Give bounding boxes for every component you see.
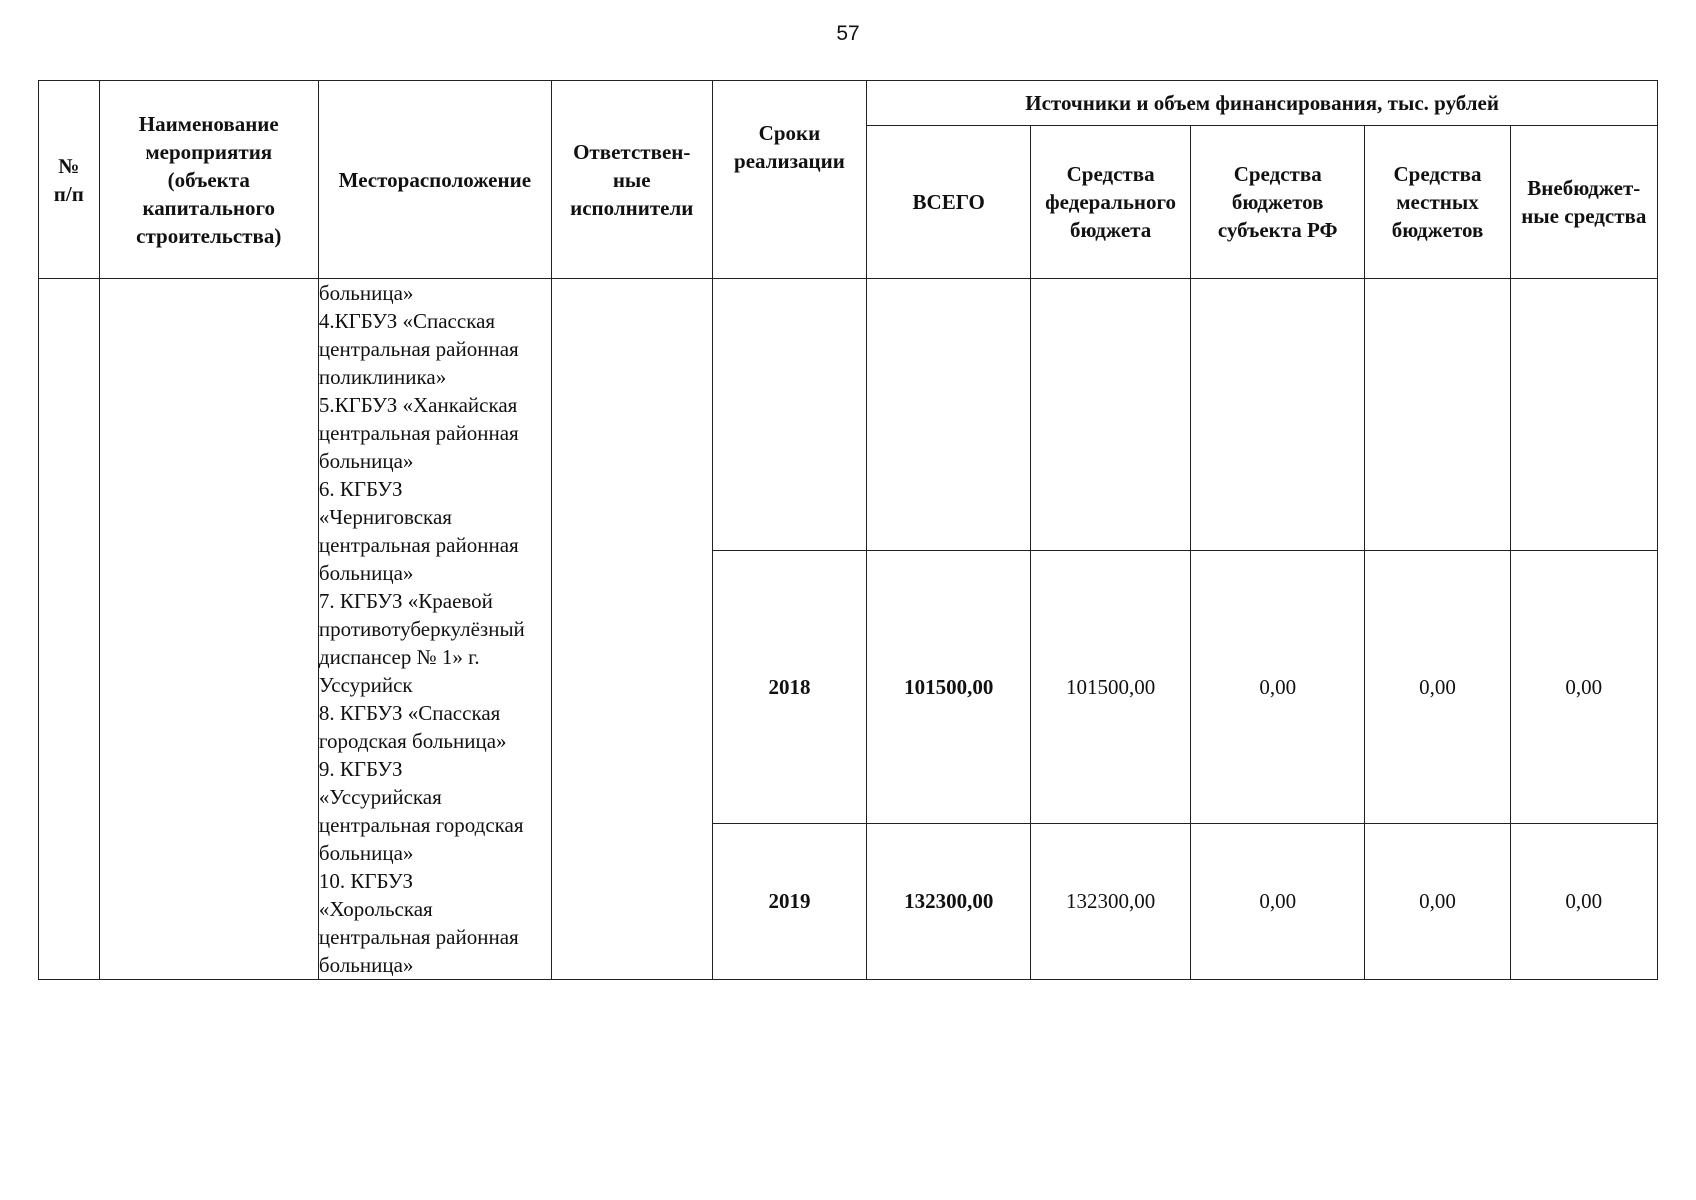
header-regional: Средства бюджетов субъекта РФ <box>1191 126 1365 279</box>
financing-table <box>38 80 1658 980</box>
cell-federal-empty <box>1031 279 1191 551</box>
cell-total: 132300,00 <box>867 823 1031 979</box>
cell-regional: 0,00 <box>1191 551 1365 823</box>
cell-year-empty <box>712 279 867 551</box>
cell-federal: 101500,00 <box>1031 551 1191 823</box>
header-location: Месторасположение <box>318 81 551 279</box>
header-row-top <box>39 81 1658 126</box>
header-executors: Ответствен- ные исполнители <box>551 81 712 279</box>
cell-local: 0,00 <box>1365 551 1510 823</box>
cell-location: больница» 4.КГБУЗ «Спасская центральная районная поликлиника» 5.КГБУЗ «Ханкайская центральная районная больница» 6. КГБУЗ «Черниговская центральная районная больница» 7. КГБУЗ «Краевой противотуберкулёзный диспансер № 1» г. Уссурийск 8. КГБУЗ «Спасская городская больница» 9. КГБУЗ «Уссурийская центральная городская больница» 10. КГБУЗ «Хорольская центральная районная больница» <box>318 279 551 980</box>
cell-federal: 132300,00 <box>1031 823 1191 979</box>
header-terms: Сроки реализации <box>712 81 867 279</box>
header-num: № п/п <box>39 81 100 279</box>
page-number: 57 <box>836 22 860 45</box>
cell-name <box>99 279 318 980</box>
cell-extra-empty <box>1510 279 1657 551</box>
cell-local: 0,00 <box>1365 823 1510 979</box>
cell-year: 2018 <box>712 551 867 823</box>
cell-executors <box>551 279 712 980</box>
cell-local-empty <box>1365 279 1510 551</box>
cell-total: 101500,00 <box>867 551 1031 823</box>
header-federal: Средства федерального бюджета <box>1031 126 1191 279</box>
cell-extra: 0,00 <box>1510 823 1657 979</box>
header-extra: Внебюджет- ные средства <box>1510 126 1657 279</box>
header-name: Наименование мероприятия (объекта капитального строительства) <box>99 81 318 279</box>
table-row <box>39 279 1658 551</box>
cell-extra: 0,00 <box>1510 551 1657 823</box>
header-total: ВСЕГО <box>867 126 1031 279</box>
header-local: Средства местных бюджетов <box>1365 126 1510 279</box>
cell-regional: 0,00 <box>1191 823 1365 979</box>
header-financing-group: Источники и объем финансирования, тыс. рублей <box>867 81 1658 126</box>
cell-num <box>39 279 100 980</box>
cell-year: 2019 <box>712 823 867 979</box>
cell-total-empty <box>867 279 1031 551</box>
cell-regional-empty <box>1191 279 1365 551</box>
